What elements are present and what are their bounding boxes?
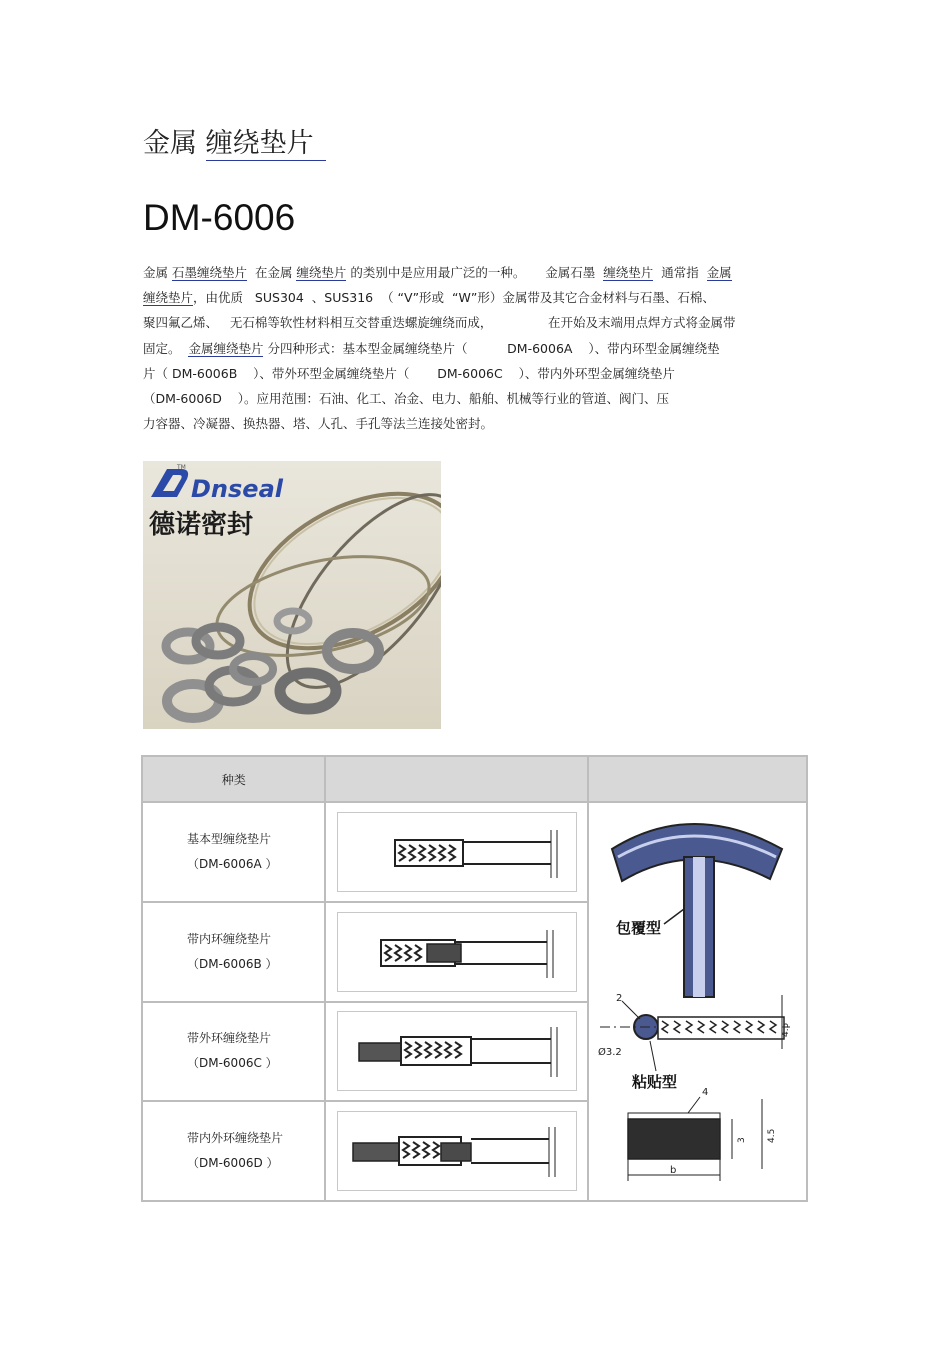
section-drawing-cell: [326, 903, 587, 1001]
link-metal-gasket[interactable]: 金属缠绕垫片: [188, 340, 264, 356]
type-code: （DM-6006C ）: [187, 1056, 278, 1071]
product-photo: [143, 461, 441, 729]
type-cell: [143, 903, 324, 1001]
section-drawing-cell: [326, 1003, 587, 1101]
text: 在金属: [247, 265, 297, 280]
text: 金属: [143, 265, 172, 280]
link-gasket[interactable]: 缠绕垫片: [603, 265, 654, 280]
type-cell: [143, 803, 324, 901]
type-code: （DM-6006D ）: [187, 1156, 279, 1171]
text: 的类别中是应用最广泛的一种。 金属石墨: [346, 265, 604, 280]
description-paragraph: [143, 260, 813, 436]
text: 固定。: [143, 340, 189, 356]
type-name: 基本型缠绕垫片: [187, 831, 272, 846]
header-empty: [589, 757, 806, 801]
section-inner-ring-drawing: [337, 912, 577, 992]
paragraph-line: [143, 336, 813, 361]
header-type: 种类: [143, 757, 324, 801]
title-link[interactable]: 缠绕垫片: [206, 128, 326, 161]
link-graphite-gasket[interactable]: 石墨缠绕垫片: [171, 265, 247, 280]
paragraph-line: （DM-6006D ）。应用范围：石油、化工、冶金、电力、船舶、机械等行业的管道、阀门、压: [143, 390, 670, 406]
type-cell: [143, 1102, 324, 1200]
link-gasket[interactable]: 缠绕垫片: [143, 290, 194, 306]
section-drawing-cell: [326, 1102, 587, 1200]
type-name: 带内环缠绕垫片: [187, 931, 272, 946]
paragraph-line: [143, 285, 813, 310]
page-title: [143, 124, 326, 164]
paragraph-line: 力容器、冷凝器、换热器、塔、人孔、手孔等法兰连接处密封。: [143, 416, 494, 432]
brand-cn: 德诺密封: [149, 510, 254, 540]
section-basic-drawing: [337, 812, 577, 892]
logo-tm: TM: [177, 464, 186, 471]
logo-text: Dnseal: [191, 475, 283, 503]
dim-d32: Ø3.2: [597, 1046, 622, 1058]
text: 通常指: [653, 265, 707, 280]
gasket-type-table: [141, 755, 808, 1202]
type-cell: [143, 1003, 324, 1101]
link-gasket[interactable]: 缠绕垫片: [296, 265, 347, 280]
section-drawing-cell: [326, 803, 587, 901]
dim-b: b: [669, 1164, 676, 1176]
type-name: 带内外环缠绕垫片: [187, 1131, 284, 1146]
title-prefix: 金属: [143, 128, 197, 159]
dim-4-5-top: 4.5: [780, 1022, 791, 1037]
link-metal[interactable]: 金属: [706, 265, 732, 280]
cross-section-diagram-cell: [589, 803, 806, 1200]
dim-4: 4: [701, 1086, 708, 1098]
header-empty: [326, 757, 587, 801]
dim-4-5-bottom: 4.5: [766, 1128, 777, 1143]
dim-3: 3: [736, 1136, 747, 1143]
text: 分四种形式：基本型金属缠绕垫片（ DM-6006A ）、带内环型金属缠绕垫: [263, 340, 720, 356]
model-number: DM-6006: [143, 197, 296, 238]
dim-2: 2: [615, 992, 622, 1004]
label-pasted: 粘贴型: [631, 1072, 677, 1091]
section-outer-ring-drawing: [337, 1011, 577, 1091]
table-header-row: [143, 757, 806, 801]
paragraph-line: [143, 260, 813, 285]
label-covered: 包覆型: [615, 918, 661, 937]
cross-section-diagram: [592, 809, 804, 1195]
text: ，由优质 SUS304 、SUS316 （ “V”形或 “W”形）金属带及其它合金材料与石墨、石棉、: [193, 290, 715, 306]
table-row: [143, 803, 806, 901]
type-name: 带外环缠绕垫片: [187, 1031, 272, 1046]
type-code: （DM-6006B ）: [187, 956, 278, 971]
paragraph-line: 聚四氟乙烯、 无石棉等软性材料相互交替重迭螺旋缠绕而成， 在开始及末端用点焊方式将金属带: [143, 315, 736, 331]
paragraph-line: 片（ DM-6006B ）、带外环型金属缠绕垫片（ DM-6006C ）、带内外环型金属缠绕垫片: [143, 365, 675, 381]
type-code: （DM-6006A ）: [187, 856, 278, 871]
section-inner-outer-ring-drawing: [337, 1111, 577, 1191]
